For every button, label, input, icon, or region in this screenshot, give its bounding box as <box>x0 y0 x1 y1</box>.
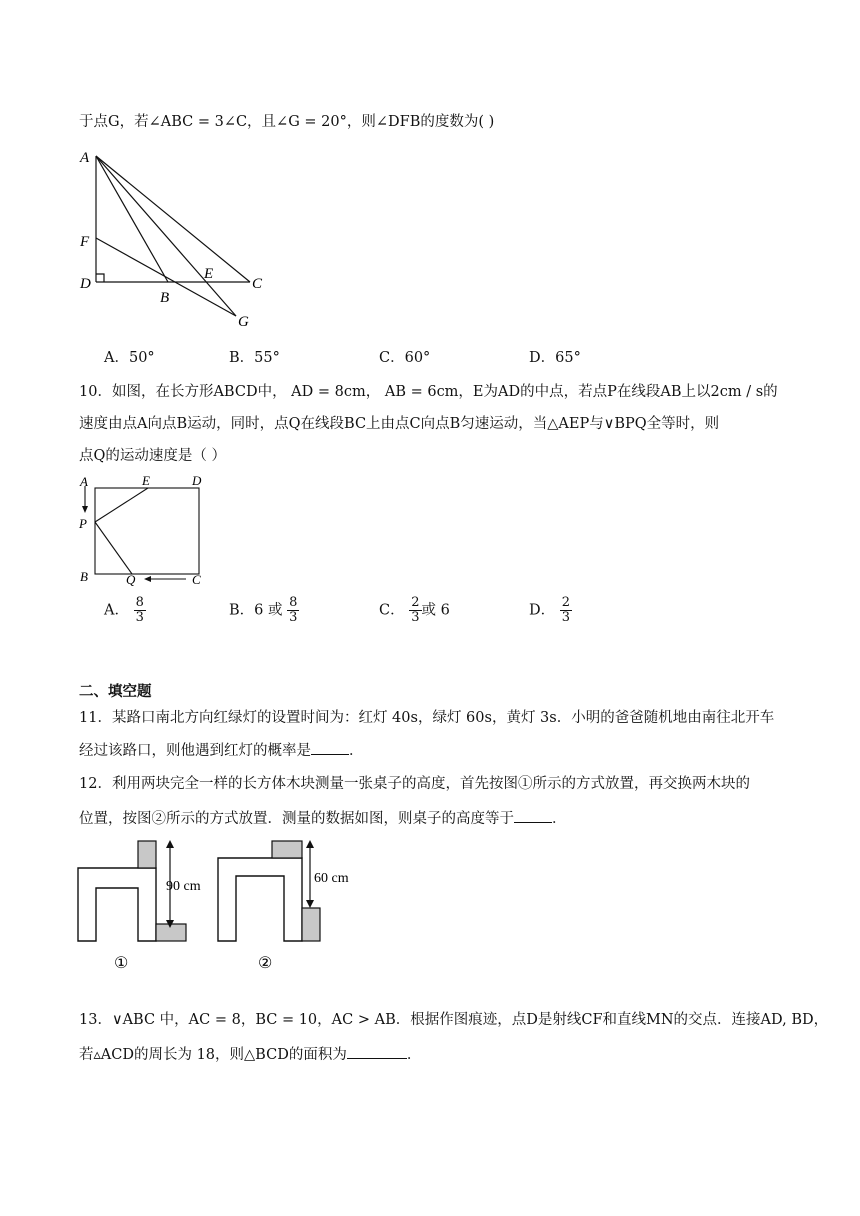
label-A: A <box>80 474 88 489</box>
option-text: 6 或 <box>254 602 283 619</box>
label-D: D <box>192 473 202 488</box>
option-key: A． <box>104 602 129 619</box>
option-key: C． <box>379 602 405 619</box>
label-C: C <box>192 572 201 587</box>
section-heading: 二、填空题 <box>79 684 152 700</box>
option-value: 60° <box>404 350 431 366</box>
block-top <box>272 841 302 858</box>
q9-stem: 于点G，若∠ABC = 3∠C，且∠G = 20°，则∠DFB的度数为( ) <box>79 114 495 130</box>
numerator: 8 <box>135 595 144 610</box>
option-value: 65° <box>555 350 581 366</box>
q10-option-d <box>529 596 572 625</box>
q11-end: ． <box>349 743 364 759</box>
q11-line2 <box>79 740 364 761</box>
q10-option-c <box>379 596 450 625</box>
q9-option-b <box>229 348 280 368</box>
q11-text: 经过该路口，则他遇到红灯的概率是 <box>79 743 311 759</box>
q13-line1: 13．∨ABC 中，AC = 8，BC = 10，AC > AB．根据作图痕迹，点D是射线CF和直线MN的交点．连接AD, BD， <box>79 1012 829 1028</box>
option-value: 55° <box>254 350 280 366</box>
q9-figure <box>74 140 274 340</box>
q10-line1: 10．如图，在长方形ABCD中， AD = 8cm， AB = 6cm，E为AD的中点，若点P在线段AB上以2cm / s的 <box>79 384 778 400</box>
label-Q: Q <box>126 572 136 587</box>
option-key: B． <box>229 602 255 619</box>
fraction <box>134 596 146 625</box>
answer-blank <box>514 808 552 823</box>
answer-blank <box>311 740 349 755</box>
answer-blank <box>347 1044 407 1059</box>
block-floor <box>156 924 186 941</box>
option-value: 50° <box>128 350 155 366</box>
label-B: B <box>160 290 170 306</box>
option-key: C． <box>379 350 405 366</box>
option-key: D． <box>529 602 556 619</box>
q12-figure-1 <box>76 836 216 974</box>
q13-end: ． <box>406 1047 422 1063</box>
q10-line2: 速度由点A向点B运动，同时，点Q在线段BC上由点C向点B匀速运动，当△AEP与∨BPQ全等时，则 <box>79 416 720 432</box>
numerator: 2 <box>561 595 571 610</box>
numerator: 2 <box>411 595 420 610</box>
q10-option-a <box>104 596 146 625</box>
q13-line2 <box>79 1044 421 1065</box>
measure-90: 90 cm <box>166 879 201 894</box>
q9-option-c <box>379 348 430 368</box>
q12-line2 <box>79 808 567 829</box>
label-P: P <box>79 516 87 531</box>
option-key: D． <box>529 350 556 366</box>
caption-1: ① <box>114 955 129 972</box>
q11-line1: 11．某路口南北方向红绿灯的设置时间为：红灯 40s，绿灯 60s，黄灯 3s．小明的爸爸随机地由南往北开车 <box>79 710 775 726</box>
q12-line1: 12．利用两块完全一样的长方体木块测量一张桌子的高度，首先按图①所示的方式放置，再交换两木块的 <box>79 776 750 792</box>
block-top <box>138 841 156 868</box>
option-text: 或 6 <box>421 602 450 619</box>
q10-figure <box>74 470 224 590</box>
numerator: 8 <box>289 595 298 610</box>
fraction <box>287 596 299 625</box>
q10-line3: 点Q的运动速度是（ ） <box>79 448 226 464</box>
label-E: E <box>204 266 214 282</box>
label-C: C <box>252 276 263 292</box>
denominator: 3 <box>289 610 298 625</box>
label-F: F <box>80 234 90 250</box>
label-A: A <box>80 150 90 166</box>
q10-option-b <box>229 596 299 625</box>
fraction <box>560 596 572 625</box>
label-B: B <box>80 569 88 584</box>
q12-end: ． <box>552 811 567 827</box>
measure-60: 60 cm <box>314 871 349 886</box>
q12-figure-2 <box>216 836 366 974</box>
denominator: 3 <box>561 610 571 625</box>
option-key: A． <box>104 350 129 366</box>
q9-option-a <box>104 348 155 368</box>
q12-text: 位置，按图②所示的方式放置．测量的数据如图，则桌子的高度等于 <box>79 811 514 827</box>
label-E: E <box>142 473 150 488</box>
caption-2: ② <box>258 955 273 972</box>
denominator: 3 <box>411 610 420 625</box>
denominator: 3 <box>135 610 144 625</box>
block-floor <box>302 908 320 941</box>
q13-text: 若▵ACD的周长为 18，则△BCD的面积为 <box>79 1047 347 1063</box>
fraction <box>409 596 421 625</box>
label-G: G <box>238 314 249 330</box>
label-D: D <box>80 276 91 292</box>
q9-option-d <box>529 348 581 368</box>
option-key: B． <box>229 350 255 366</box>
